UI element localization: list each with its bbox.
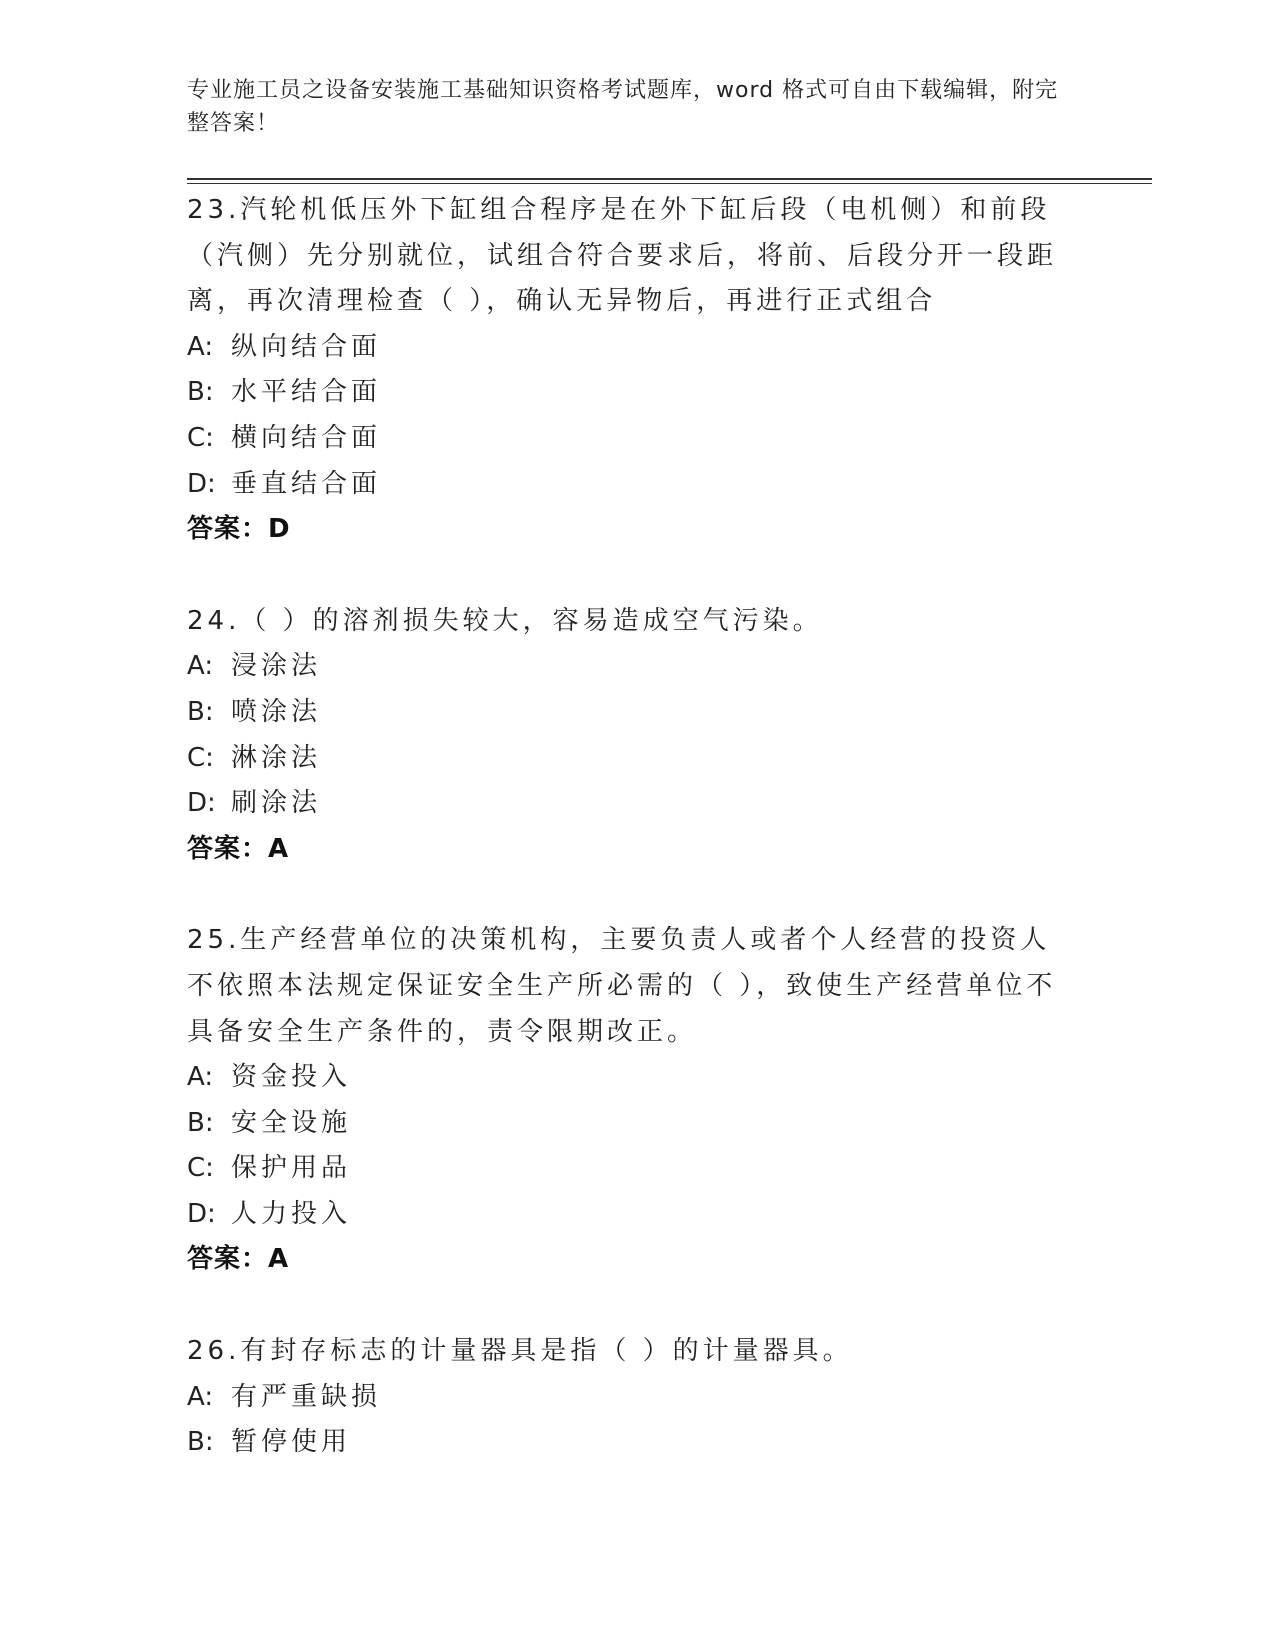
option-c [187,1146,1087,1192]
header-divider-thin [187,183,1152,184]
question-stem: 25.生产经营单位的决策机构，主要负责人或者个人经营的投资人不依照本法规定保证安全生产所必需的（ ），致使生产经营单位不具备安全生产条件的，责令限期改正。 [187,925,1057,1047]
option-b [187,690,1087,736]
question-25 [187,918,1087,1283]
option-text: 人力投入 [231,1198,352,1229]
answer-label: 答案：A [187,833,290,864]
header-divider-thick [187,178,1152,180]
option-letter: A: [187,1381,214,1412]
option-text: 喷涂法 [231,696,322,727]
option-letter: A: [187,1062,214,1093]
option-letter: C: [187,1153,214,1184]
option-letter: A: [187,331,214,362]
option-text: 刷涂法 [231,788,322,819]
option-d [187,781,1087,827]
question-23 [187,188,1087,553]
answer-label: 答案：A [187,1244,290,1275]
option-letter: B: [187,1427,214,1458]
option-text: 暂停使用 [231,1427,352,1458]
option-text: 资金投入 [231,1062,352,1093]
option-text: 水平结合面 [231,377,382,408]
option-a [187,1055,1087,1101]
option-letter: D: [187,1198,216,1229]
question-stem: 23.汽轮机低压外下缸组合程序是在外下缸后段（电机侧）和前段（汽侧）先分别就位，试组合符合要求后，将前、后段分开一段距离，再次清理检查（ ），确认无异物后，再进行正式组合 [187,195,1058,317]
question-26 [187,1329,1087,1466]
option-letter: B: [187,1107,214,1138]
question-stem: 26.有封存标志的计量器具是指（ ）的计量器具。 [187,1336,853,1367]
option-letter: A: [187,651,214,682]
option-c [187,736,1087,782]
option-b [187,370,1087,416]
option-text: 有严重缺损 [231,1381,382,1412]
option-letter: B: [187,696,214,727]
option-letter: B: [187,377,214,408]
option-d [187,1192,1087,1238]
option-text: 安全设施 [231,1107,352,1138]
option-text: 淋涂法 [231,742,322,773]
option-a [187,325,1087,371]
option-b [187,1420,1087,1466]
option-text: 保护用品 [231,1153,352,1184]
answer-label: 答案：D [187,514,291,545]
option-a [187,644,1087,690]
option-text: 浸涂法 [231,651,322,682]
option-letter: C: [187,422,214,453]
option-text: 横向结合面 [231,422,382,453]
option-letter: D: [187,788,216,819]
question-24 [187,599,1087,873]
option-letter: C: [187,742,214,773]
option-b [187,1101,1087,1147]
option-text: 纵向结合面 [231,331,382,362]
option-d [187,462,1087,508]
question-stem: 24.（ ）的溶剂损失较大，容易造成空气污染。 [187,605,823,636]
option-text: 垂直结合面 [231,468,382,499]
question-list [187,188,1087,1512]
document-header: 专业施工员之设备安装施工基础知识资格考试题库，word 格式可自由下载编辑，附完整答案！ [187,78,1059,136]
option-c [187,416,1087,462]
option-a [187,1375,1087,1421]
option-letter: D: [187,468,216,499]
